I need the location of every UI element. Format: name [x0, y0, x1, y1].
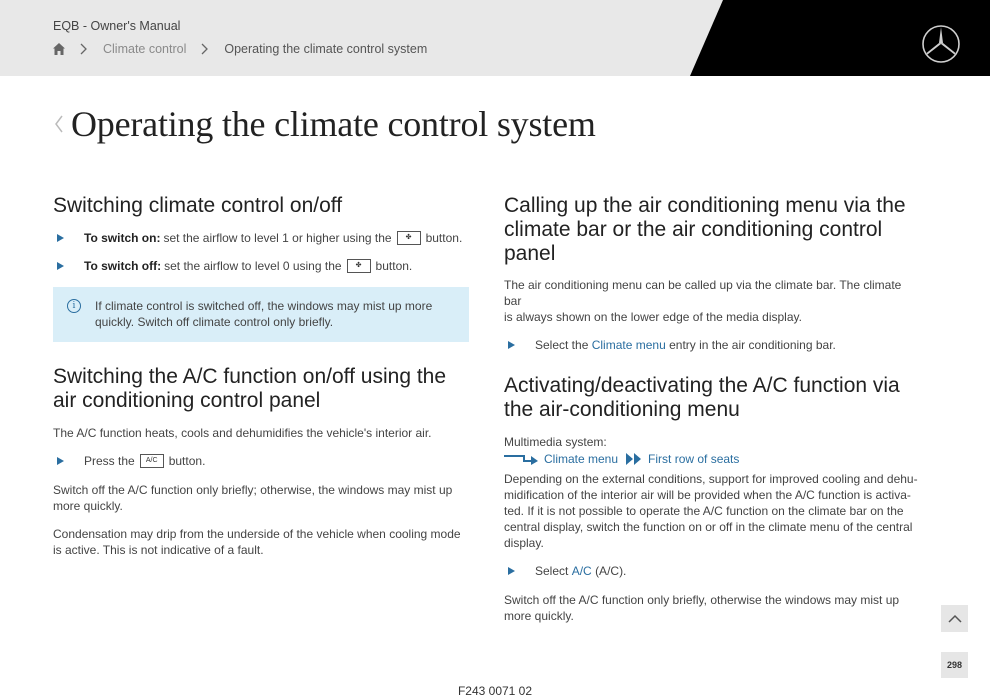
paragraph-line: Condensation may drip from the underside of the vehicle when cooling mode [53, 527, 461, 541]
page-number-badge: 298 [941, 652, 968, 678]
list-item [53, 230, 469, 246]
paragraph-line: central display, switch the function on or off in the climate menu of the central [504, 520, 913, 534]
paragraph-line: Switch off the A/C function only briefly, otherwise the windows may mist up [504, 593, 900, 607]
breadcrumb-link-climate-control[interactable]: Climate control [103, 42, 187, 56]
bullet-text: set the airflow to level 1 or higher using the [163, 231, 392, 245]
note-line: quickly. Switch off climate control only briefly. [95, 315, 334, 329]
paragraph [504, 592, 920, 624]
path-arrow-icon [504, 453, 540, 465]
heading-line: climate bar or the air conditioning control [504, 218, 883, 241]
left-column [53, 194, 469, 558]
intro-paragraph: The A/C function heats, cools and dehumidifies the vehicle's interior air. [53, 426, 432, 440]
heading-line: Calling up the air conditioning menu via the [504, 194, 906, 217]
star-logo-icon[interactable] [921, 24, 961, 64]
paragraph-line: The air conditioning menu can be called up via the climate bar. The climate bar [504, 278, 902, 308]
manual-title: EQB - Owner's Manual [53, 19, 181, 33]
ac-link[interactable]: A/C [571, 564, 592, 578]
info-note [53, 287, 469, 342]
double-chevron-icon [626, 453, 644, 465]
heading-line: panel [504, 242, 556, 265]
note-line: If climate control is switched off, the windows may mist up more [95, 299, 433, 313]
list-item [53, 453, 469, 469]
bullet-text-tail: button. [375, 259, 413, 273]
path-first-row-link[interactable]: First row of seats [648, 452, 740, 466]
paragraph-line: display. [504, 536, 544, 550]
section-heading-calling-menu [504, 194, 920, 266]
scroll-to-top-button[interactable] [941, 605, 968, 632]
system-label: Multimedia system: [504, 435, 607, 449]
bullet-text-tail: button. [425, 231, 463, 245]
bullet-arrow-icon [57, 457, 64, 465]
paragraph-line: more quickly. [53, 499, 123, 513]
chevron-right-icon [200, 43, 210, 55]
paragraph [504, 277, 920, 325]
bullet-text: Select [535, 564, 569, 578]
page-title-wrap [53, 103, 596, 145]
note-text [95, 298, 432, 330]
bullet-text: set the airflow to level 0 using the [164, 259, 342, 273]
paragraph-line: midification of the interior air will be provided when the A/C function is activa- [504, 488, 911, 502]
airflow-button-icon: ✤ [397, 231, 421, 245]
bullet-label: To switch off: [84, 259, 162, 273]
section-heading-ac-panel [53, 365, 469, 413]
info-icon: i [67, 299, 81, 313]
heading-line: Switching the A/C function on/off using the [53, 365, 447, 388]
chevron-up-icon [948, 614, 962, 623]
paragraph [53, 526, 469, 558]
breadcrumb [53, 42, 427, 56]
bullet-text: Press the [84, 454, 135, 468]
heading-line: Activating/deactivating the A/C function via [504, 374, 900, 397]
menu-path [504, 452, 920, 466]
section-heading-activating-ac [504, 374, 920, 422]
footer-code: F243 0071 02 [457, 684, 533, 698]
home-icon[interactable] [53, 43, 65, 56]
bullet-arrow-icon [57, 262, 64, 270]
bullet-label: To switch on: [84, 231, 161, 245]
heading-line: air conditioning control panel [53, 389, 321, 412]
bullet-text-tail: (A/C). [595, 564, 627, 578]
chevron-right-icon [79, 43, 89, 55]
heading-line: the air-conditioning menu [504, 398, 740, 421]
paragraph-line: ted. If it is not possible to operate the A/C function on the climate bar on the [504, 504, 904, 518]
bullet-text: Select the [535, 338, 589, 352]
header-bar [0, 0, 990, 76]
section-heading-switching-climate: Switching climate control on/off [53, 194, 343, 217]
list-item [53, 258, 469, 274]
paragraph-line: Switch off the A/C function only briefly; otherwise, the windows may mist up [53, 483, 453, 497]
climate-menu-link[interactable]: Climate menu [591, 338, 666, 352]
bullet-text-tail: entry in the air conditioning bar. [669, 338, 836, 352]
back-chevron-icon[interactable] [53, 113, 65, 135]
paragraph [504, 471, 920, 551]
page-title: Operating the climate control system [71, 104, 596, 144]
paragraph-line: is active. This is not indicative of a fault. [53, 543, 264, 557]
list-item [504, 337, 920, 353]
path-climate-menu-link[interactable]: Climate menu [544, 452, 619, 466]
ac-button-icon: A/C [140, 454, 164, 468]
list-item [504, 563, 920, 579]
bullet-text-tail: button. [168, 454, 206, 468]
right-column [504, 194, 920, 624]
paragraph-line: more quickly. [504, 609, 574, 623]
paragraph-line: is always shown on the lower edge of the media display. [504, 310, 802, 324]
breadcrumb-current: Operating the climate control system [224, 42, 428, 56]
paragraph [53, 482, 469, 514]
bullet-arrow-icon [57, 234, 64, 242]
bullet-arrow-icon [508, 567, 515, 575]
airflow-button-icon: ✤ [347, 259, 371, 273]
bullet-arrow-icon [508, 341, 515, 349]
paragraph-line: Depending on the external conditions, support for improved cooling and dehu- [504, 472, 918, 486]
